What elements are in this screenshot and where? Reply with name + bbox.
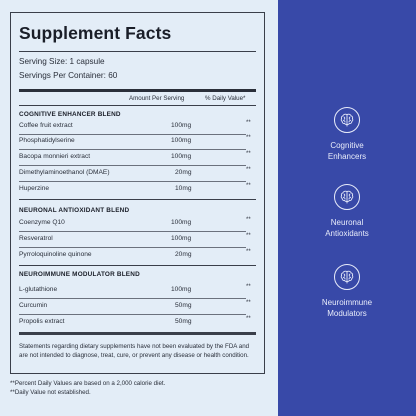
table-row [19, 249, 256, 264]
title-divider [19, 51, 256, 52]
table-row [19, 151, 256, 166]
brain-icon [334, 184, 360, 210]
ingredient-name: Dimethylaminoethanol (DMAE) [19, 169, 110, 176]
serving-size: Serving Size: 1 capsule [19, 57, 105, 66]
ingredient-name: Coenzyme Q10 [19, 219, 65, 226]
facts-title: Supplement Facts [19, 23, 172, 43]
ingredient-amount: 100mg [171, 219, 192, 226]
row-divider [19, 247, 246, 248]
row-divider [19, 165, 246, 166]
feature-neuroimmune-modulators [278, 264, 416, 319]
footnote-not-established: **Daily Value not established. [10, 389, 91, 396]
ingredient-amount: 20mg [175, 251, 192, 258]
column-header-amount: Amount Per Serving [129, 95, 185, 102]
ingredient-amount: 10mg [175, 185, 192, 192]
table-row [19, 183, 256, 198]
table-row [19, 120, 256, 135]
table-row [19, 217, 256, 232]
table-row [19, 233, 256, 248]
row-divider [19, 149, 246, 150]
feature-label: Cognitive Enhancers [327, 141, 367, 161]
ingredient-daily-value: ** [246, 183, 251, 189]
feature-label: Neuroimmune Modulators [321, 298, 373, 318]
feature-cognitive-enhancers [278, 107, 416, 162]
table-row [19, 135, 256, 150]
row-divider [19, 298, 246, 299]
ingredient-daily-value: ** [246, 233, 251, 239]
ingredient-name: Coffee fruit extract [19, 122, 73, 129]
ingredient-amount: 100mg [171, 153, 192, 160]
ingredient-name: Pyrroloquinoline quinone [19, 251, 92, 258]
ingredient-daily-value: ** [246, 217, 251, 223]
blend-heading-cognitive: COGNITIVE ENHANCER BLEND [19, 111, 121, 118]
ingredient-amount: 100mg [171, 137, 192, 144]
fda-statement: Statements regarding dietary supplements have not been evaluated by the FDA and are not intended to diagnose, treat, cure, or prevent any disease or health condition. [19, 343, 250, 360]
footnote-percent-dv: **Percent Daily Values are based on a 2,000 calorie diet. [10, 380, 166, 387]
table-row [19, 300, 256, 315]
ingredient-daily-value: ** [246, 316, 251, 322]
ingredient-name: Resveratrol [19, 235, 53, 242]
ingredient-amount: 50mg [175, 318, 192, 325]
ingredient-name: L-glutathione [19, 286, 58, 293]
table-row [19, 316, 256, 331]
feature-label: Neuronal Antioxidants [325, 218, 369, 238]
feature-neuronal-antioxidants [278, 184, 416, 239]
ingredient-daily-value: ** [246, 135, 251, 141]
ingredient-daily-value: ** [246, 249, 251, 255]
row-divider [19, 181, 246, 182]
ingredient-daily-value: ** [246, 167, 251, 173]
table-row [19, 284, 256, 299]
ingredient-name: Phosphatidylserine [19, 137, 75, 144]
ingredient-name: Huperzine [19, 185, 50, 192]
statement-divider [19, 332, 256, 335]
ingredient-daily-value: ** [246, 120, 251, 126]
ingredient-daily-value: ** [246, 284, 251, 290]
column-header-divider [19, 105, 256, 106]
benefits-panel [278, 0, 416, 416]
header-thick-divider [19, 89, 256, 92]
supplement-facts-panel [10, 12, 265, 374]
row-divider [19, 314, 246, 315]
blend-divider [19, 199, 256, 200]
column-header-daily-value: % Daily Value* [205, 95, 246, 102]
servings-per-container: Servings Per Container: 60 [19, 71, 118, 80]
table-row [19, 167, 256, 182]
ingredient-daily-value: ** [246, 300, 251, 306]
ingredient-amount: 100mg [171, 286, 192, 293]
row-divider [19, 231, 246, 232]
blend-heading-antioxidant: NEURONAL ANTIOXIDANT BLEND [19, 207, 130, 214]
ingredient-name: Propolis extract [19, 318, 65, 325]
blend-heading-neuroimmune: NEUROIMMUNE MODULATOR BLEND [19, 271, 140, 278]
brain-icon [334, 107, 360, 133]
ingredient-amount: 20mg [175, 169, 192, 176]
ingredient-name: Curcumin [19, 302, 48, 309]
ingredient-daily-value: ** [246, 151, 251, 157]
blend-divider [19, 265, 256, 266]
brain-icon [334, 264, 360, 290]
ingredient-name: Bacopa monnieri extract [19, 153, 91, 160]
ingredient-amount: 50mg [175, 302, 192, 309]
ingredient-amount: 100mg [171, 235, 192, 242]
ingredient-amount: 100mg [171, 122, 192, 129]
